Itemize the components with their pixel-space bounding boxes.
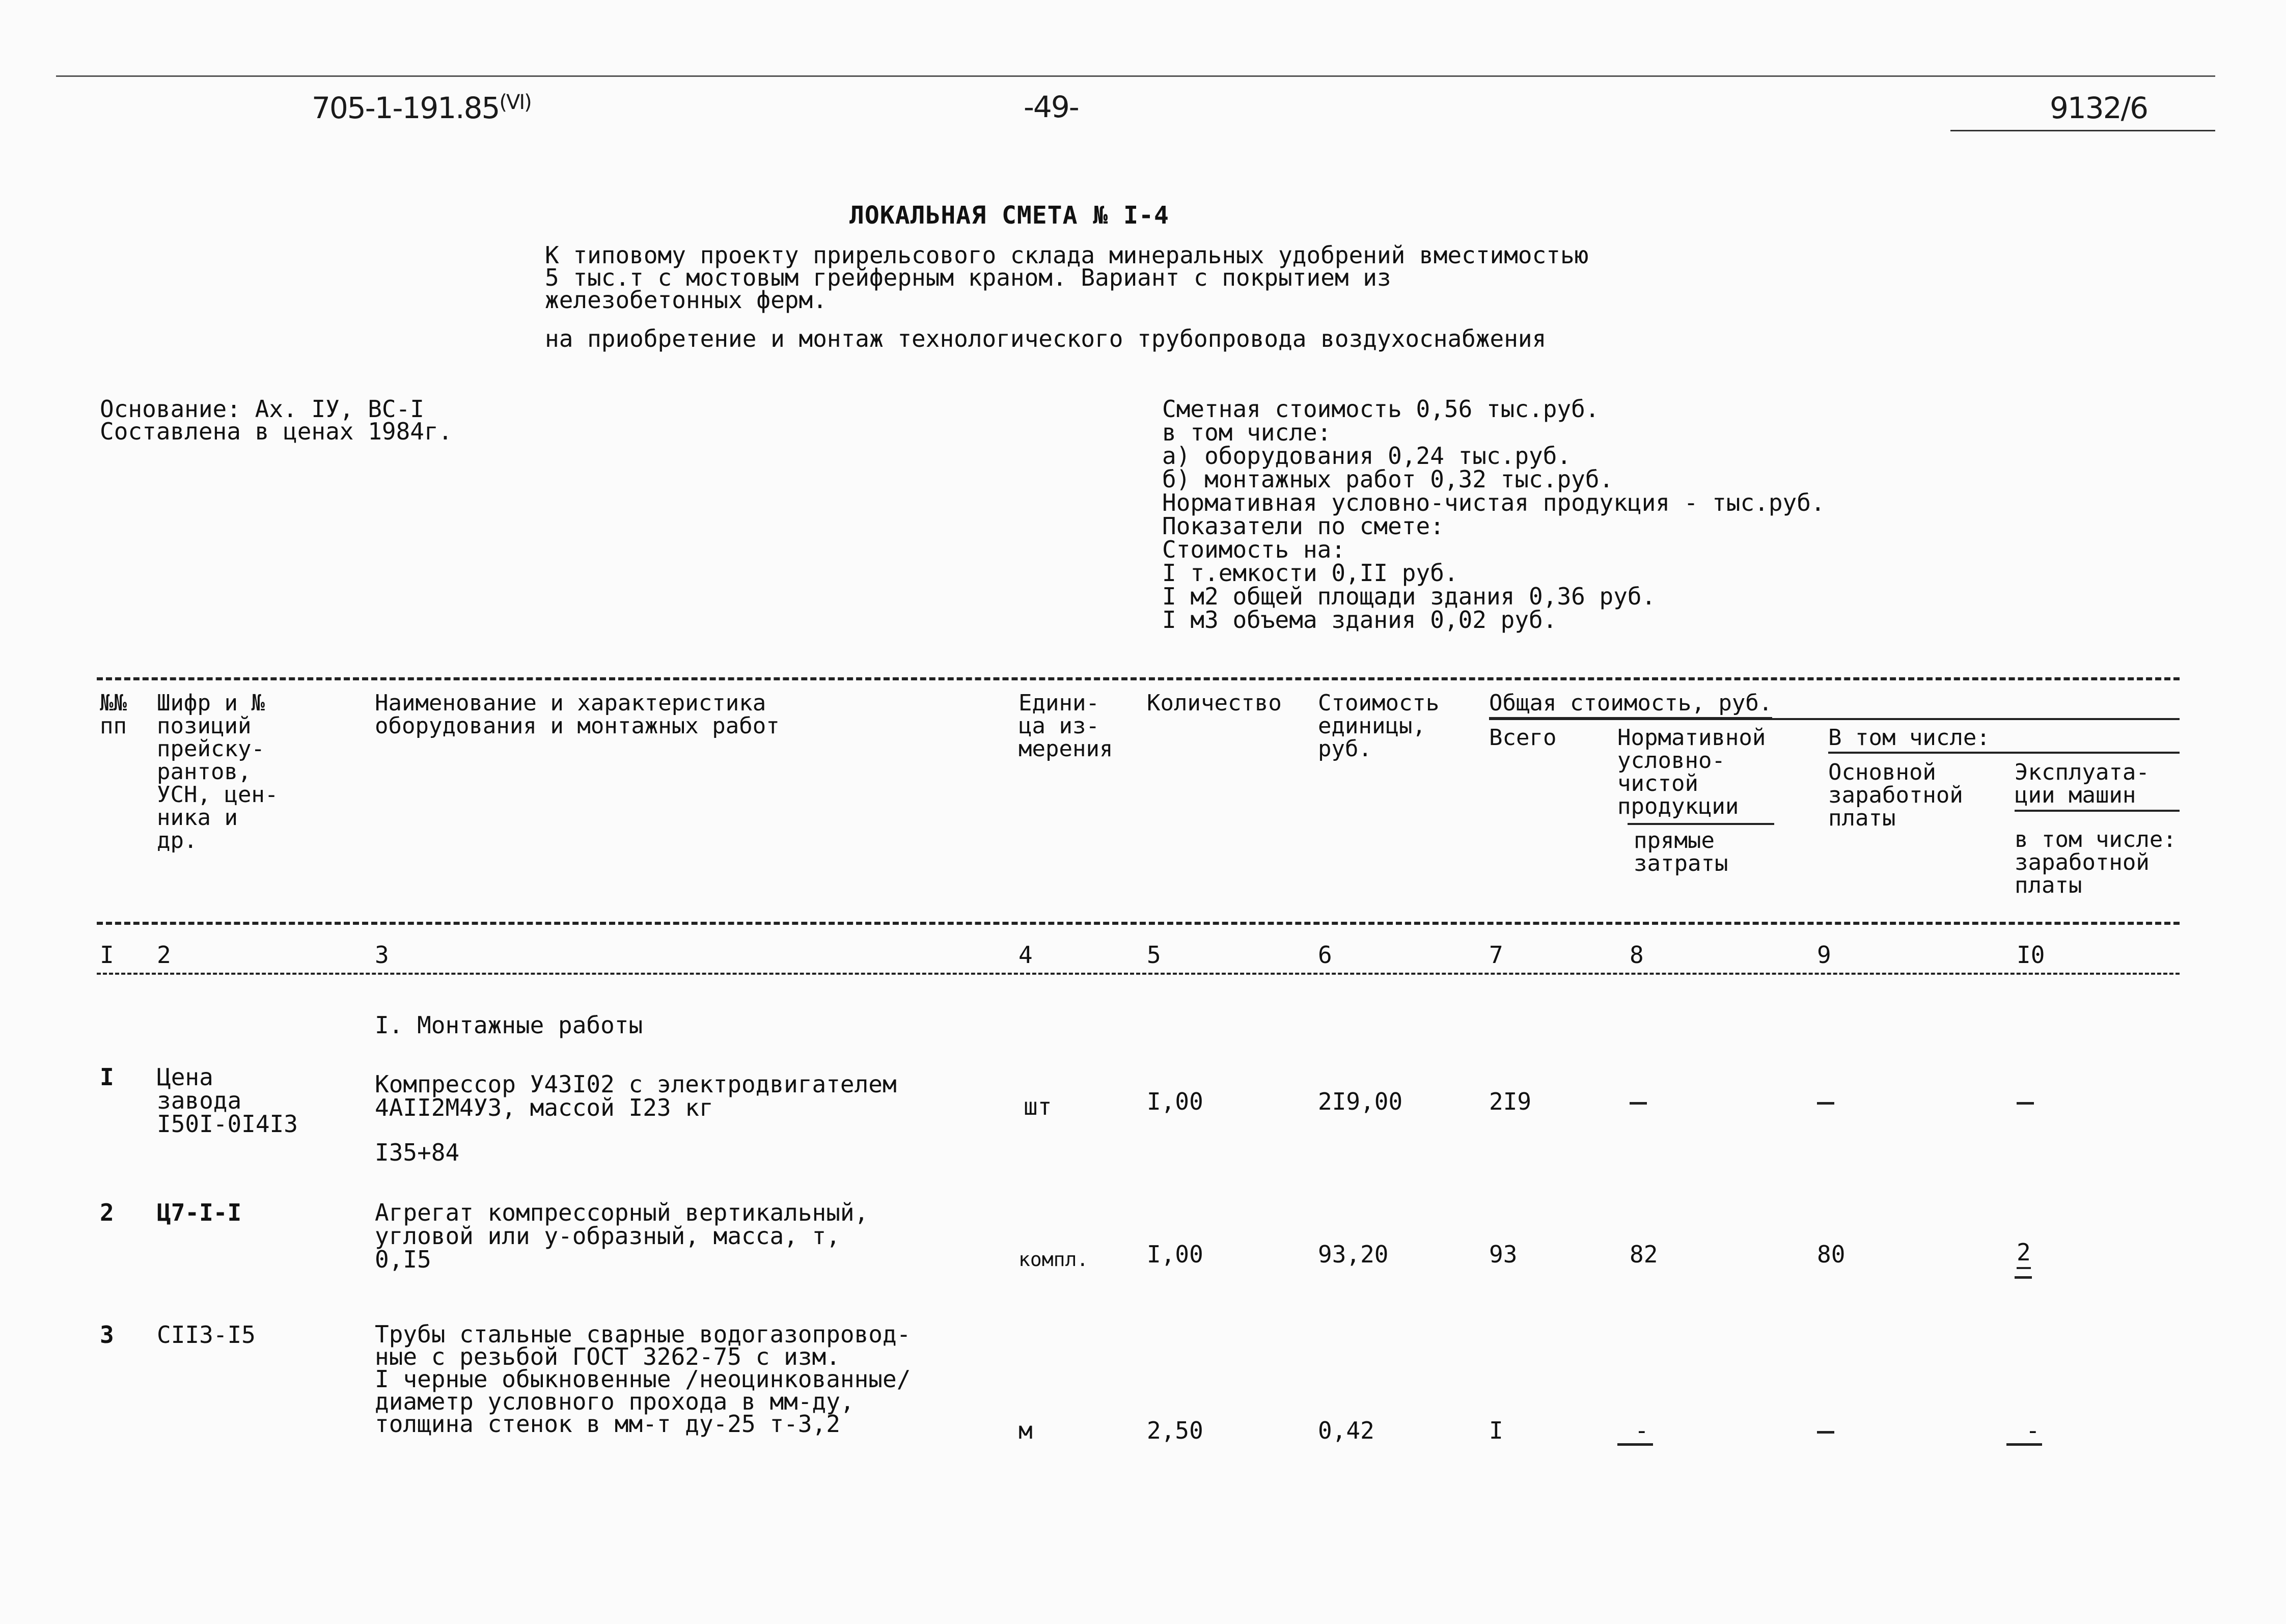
row-1-total: 2I9	[1489, 1088, 1532, 1115]
row-1-c10-dash	[2017, 1102, 2034, 1105]
summary-line-8: I м2 общей площади здания 0,36 руб.	[1162, 583, 1656, 610]
doc-code: $705-1-191.85^{(VI)}$	[312, 91, 531, 125]
col-number-7: 7	[1489, 941, 1503, 969]
col-number-10: I0	[2017, 941, 2045, 969]
row-1-c8-dash	[1630, 1102, 1647, 1105]
row-1-qty: I,00	[1147, 1088, 1203, 1115]
archive-number: 9132/6	[2050, 91, 2148, 125]
row-1-num: I	[100, 1063, 114, 1091]
row-3-c9-dash	[1817, 1431, 1834, 1434]
archive-number-underline	[1950, 130, 2215, 131]
basis-line-2: Составлена в ценах 1984г.	[100, 418, 453, 445]
summary-line-1: в том числе:	[1162, 419, 1332, 446]
subtitle-line-1: К типовому проекту прирельсового склада минеральных удобрений вместимостью	[545, 241, 1589, 269]
summary-line-9: I м3 объема здания 0,02 руб.	[1162, 606, 1557, 634]
header-col-4: Едини- ца из- мерения	[1018, 690, 1113, 762]
subtitle-line-2: 5 тыс.т с мостовым грейферным краном. Вариант с покрытием из	[545, 264, 1391, 291]
row-1-code: Цена завода I50I-0I4I3	[157, 1063, 298, 1138]
header-col-8: Нормативной условно- чистой продукции	[1617, 725, 1766, 819]
header-col-10: Эксплуата- ции машин	[2015, 759, 2150, 808]
header-incl-group: В том числе:	[1828, 726, 1990, 749]
row-2-c9: 80	[1817, 1241, 1846, 1268]
header-col-6: Стоимость единицы, руб.	[1318, 690, 1440, 762]
header-col-1: №№ пп	[100, 690, 127, 739]
row-3-c8-rule	[1617, 1443, 1653, 1446]
row-3-qty: 2,50	[1147, 1417, 1203, 1444]
col-number-1: I	[100, 941, 114, 969]
row-2-qty: I,00	[1147, 1241, 1203, 1268]
document-title: ЛОКАЛЬНАЯ СМЕТА № I-4	[849, 201, 1169, 230]
header-col-10-rule	[2015, 810, 2180, 812]
row-3-num: 3	[100, 1321, 114, 1348]
header-incl-group-rule	[1828, 752, 2180, 754]
row-1-name: Компрессор У43I02 с электродвигателем 4АII2М4У3, массой I23 кг	[375, 1070, 897, 1121]
subtitle-line-4: на приобретение и монтаж технологического трубопровода воздухоснабжения	[545, 325, 1547, 352]
header-bottom-rule	[97, 922, 2180, 925]
row-1-price: 2I9,00	[1318, 1088, 1403, 1115]
header-total-group-rule	[1489, 718, 2180, 720]
row-2-unit: компл.	[1018, 1248, 1089, 1271]
top-rule	[56, 75, 2215, 77]
header-col-10-sub: в том числе: заработной платы	[2015, 827, 2177, 898]
row-3-c10-rule	[2006, 1443, 2042, 1446]
summary-line-5: Показатели по смете:	[1162, 512, 1444, 540]
subtitle-line-3: железобетонных ферм.	[545, 286, 827, 314]
summary-line-4: Нормативная условно-чистая продукция - тыс.руб.	[1162, 489, 1825, 516]
col-number-2: 2	[157, 941, 171, 969]
row-2-num: 2	[100, 1199, 114, 1226]
row-1-note: I35+84	[375, 1139, 460, 1166]
summary-line-0: Сметная стоимость 0,56 тыс.руб.	[1162, 395, 1600, 423]
summary-line-3: б) монтажных работ 0,32 тыс.руб.	[1162, 465, 1614, 493]
header-total-group: Общая стоимость, руб.	[1489, 692, 1772, 714]
col-number-6: 6	[1318, 941, 1332, 969]
header-col-8-rule	[1628, 823, 1774, 825]
row-2-c10-dash	[2015, 1276, 2032, 1279]
row-2-code: Ц7-I-I	[157, 1199, 242, 1226]
header-col-7: Всего	[1489, 725, 1557, 751]
row-3-c8: -	[1635, 1417, 1649, 1444]
col-number-rule	[97, 973, 2180, 975]
row-3-price: 0,42	[1318, 1417, 1374, 1444]
row-2-name: Агрегат компрессорный вертикальный, угловой или у-образный, масса, т, 0,I5	[375, 1199, 869, 1273]
summary-line-7: I т.емкости 0,II руб.	[1162, 559, 1458, 587]
row-2-c8: 82	[1630, 1241, 1658, 1268]
page-number: -49-	[1024, 90, 1079, 124]
row-1-unit: шт	[1024, 1093, 1052, 1120]
col-number-3: 3	[375, 941, 389, 969]
summary-line-2: а) оборудования 0,24 тыс.руб.	[1162, 442, 1572, 470]
row-3-c10: -	[2026, 1417, 2040, 1444]
section-title: I. Монтажные работы	[375, 1011, 643, 1039]
table-top-rule	[97, 677, 2180, 680]
summary-line-6: Стоимость на:	[1162, 536, 1346, 563]
row-3-code: СII3-I5	[157, 1321, 256, 1348]
row-3-name: Трубы стальные сварные водогазопровод- ные с резьбой ГОСТ 3262-75 с изм. I черные обыкновенные /неоцинкованные/ диаметр условного прохода в мм-ду, толщина стенок в мм-т ду-25 т-3,2	[375, 1320, 911, 1438]
row-2-price: 93,20	[1318, 1241, 1389, 1268]
header-col-5: Количество	[1147, 690, 1282, 716]
row-2-c10: 2	[2017, 1241, 2031, 1264]
header-col-9: Основной заработной платы	[1828, 759, 1963, 831]
col-number-4: 4	[1018, 941, 1033, 969]
header-col-3: Наименование и характеристика оборудования и монтажных работ	[375, 690, 780, 739]
col-number-5: 5	[1147, 941, 1161, 969]
basis-line-1: Основание: Ах. IУ, ВС-I	[100, 395, 424, 423]
row-3-unit: м	[1018, 1417, 1033, 1444]
header-col-8-sub: прямые затраты	[1634, 828, 1728, 876]
row-3-total: I	[1489, 1417, 1503, 1444]
col-number-9: 9	[1817, 941, 1831, 969]
row-2-total: 93	[1489, 1241, 1518, 1268]
header-col-2: Шифр и № позиций прейску- рантов, УСН, цен- ника и др.	[157, 690, 279, 854]
row-1-c9-dash	[1817, 1102, 1834, 1105]
col-number-8: 8	[1630, 941, 1644, 969]
